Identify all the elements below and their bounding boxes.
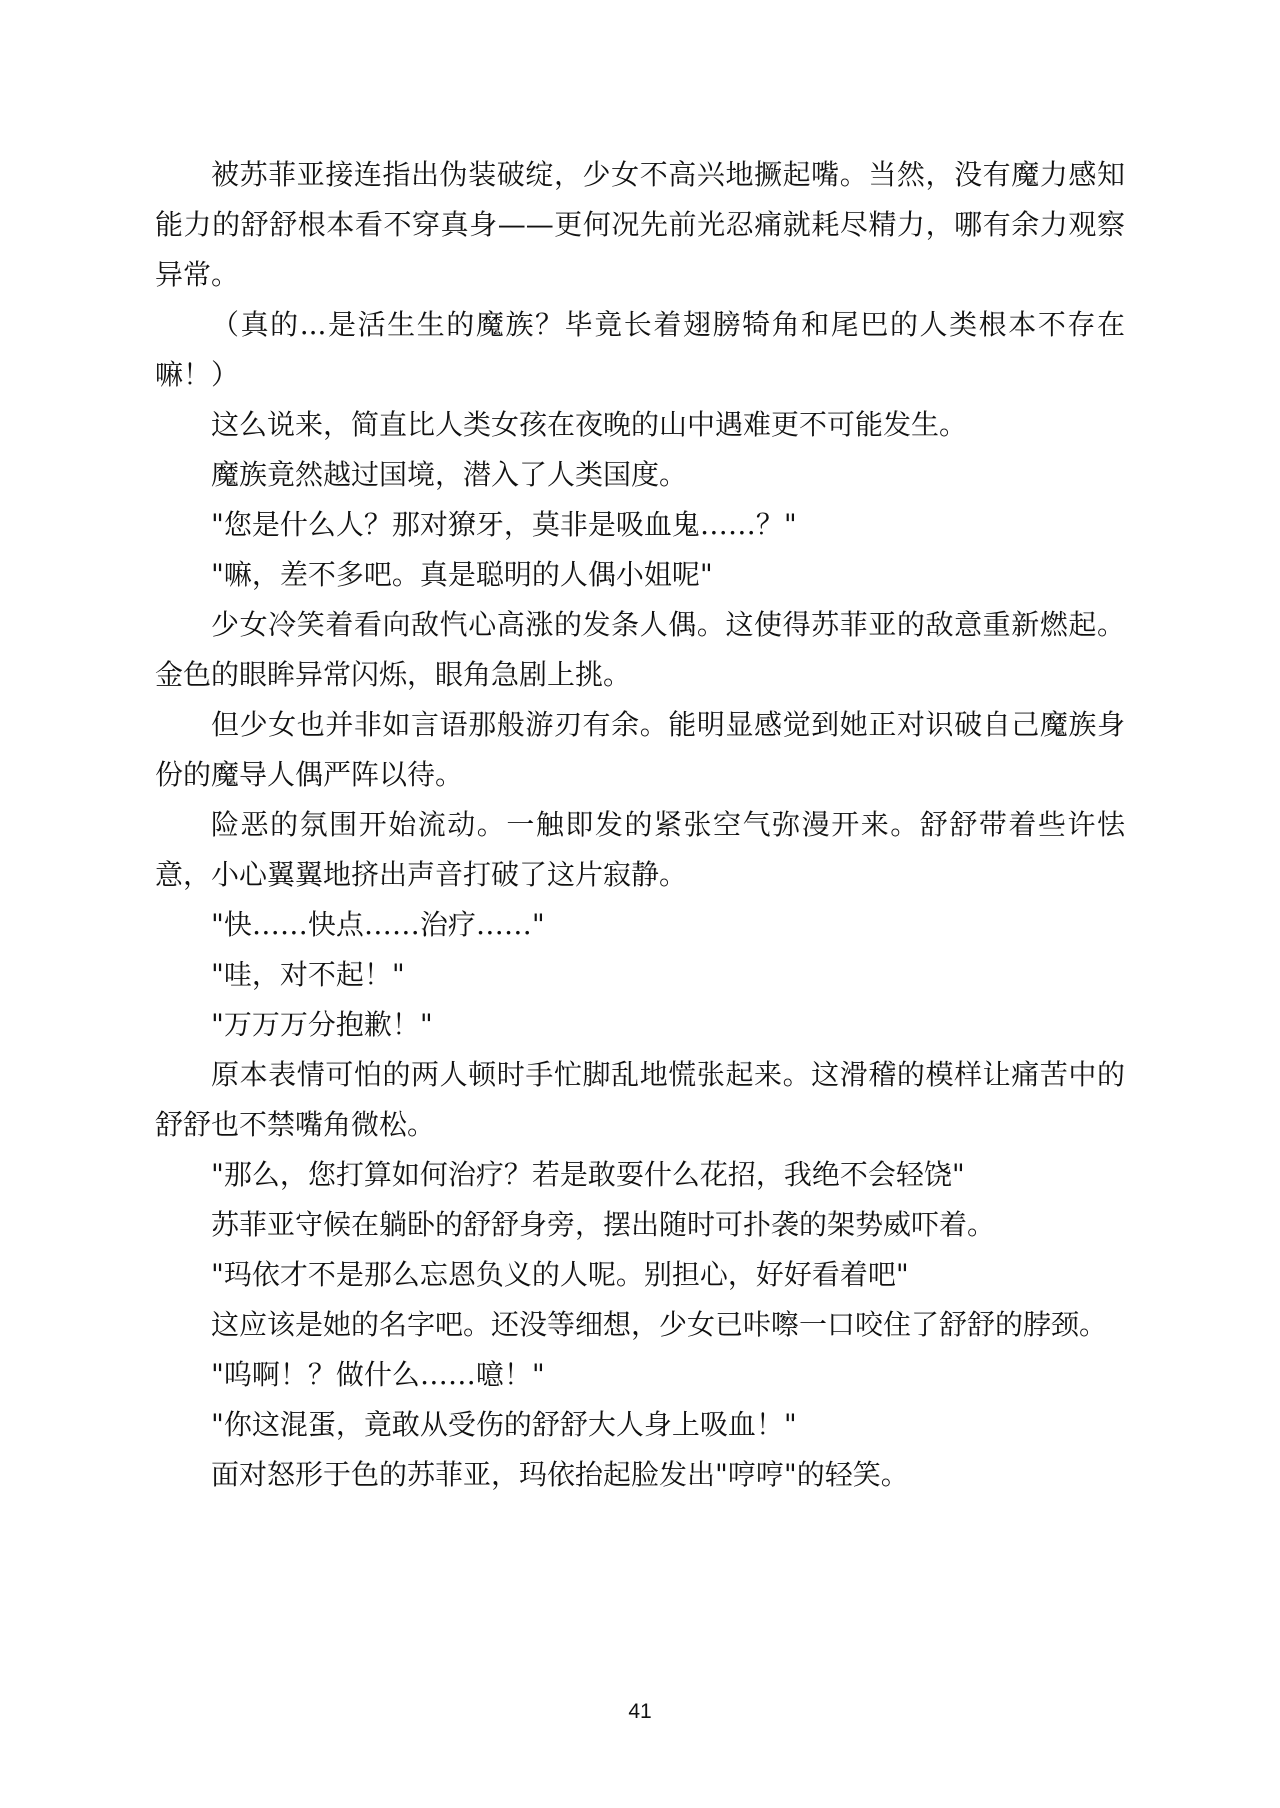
paragraph: "快……快点……治疗……"	[211, 908, 545, 941]
paragraph: "万万万分抱歉！"	[211, 1008, 433, 1041]
paragraph: 魔族竟然越过国境，潜入了人类国度。	[211, 458, 688, 491]
paragraph: 少女冷笑着看向敌忾心高涨的发条人偶。这使得苏菲亚的敌意重新燃起。金色的眼眸异常闪烁，眼角急剧上挑。	[155, 608, 1125, 691]
paragraph: "玛依才不是那么忘恩负义的人呢。别担心，好好看着吧"	[211, 1258, 909, 1291]
paragraph: 这应该是她的名字吧。还没等细想，少女已咔嚓一口咬住了舒舒的脖颈。	[211, 1308, 1108, 1341]
paragraph: "那么，您打算如何治疗？若是敢耍什么花招，我绝不会轻饶"	[211, 1158, 965, 1191]
paragraph: "您是什么人？那对獠牙，莫非是吸血鬼……？"	[211, 508, 797, 541]
paragraph: 面对怒形于色的苏菲亚，玛依抬起脸发出"哼哼"的轻笑。	[211, 1458, 909, 1491]
paragraph: 险恶的氛围开始流动。一触即发的紧张空气弥漫开来。舒舒带着些许怯意，小心翼翼地挤出声音打破了这片寂静。	[155, 808, 1125, 891]
paragraph: "哇，对不起！"	[211, 958, 405, 991]
paragraph: "呜啊！？做什么……噫！"	[211, 1358, 545, 1391]
body-text	[155, 150, 1125, 1500]
paragraph: "你这混蛋，竟敢从受伤的舒舒大人身上吸血！"	[211, 1408, 797, 1441]
paragraph: 但少女也并非如言语那般游刃有余。能明显感觉到她正对识破自己魔族身份的魔导人偶严阵以待。	[155, 708, 1125, 791]
page-number: 41	[628, 1700, 652, 1723]
paragraph: 这么说来，简直比人类女孩在夜晚的山中遇难更不可能发生。	[211, 408, 968, 441]
paragraph: 原本表情可怕的两人顿时手忙脚乱地慌张起来。这滑稽的模样让痛苦中的舒舒也不禁嘴角微松。	[155, 1058, 1125, 1141]
paragraph: 被苏菲亚接连指出伪装破绽，少女不高兴地撅起嘴。当然，没有魔力感知能力的舒舒根本看不穿真身——更何况先前光忍痛就耗尽精力，哪有余力观察异常。	[155, 158, 1125, 291]
paragraph: "嘛，差不多吧。真是聪明的人偶小姐呢"	[211, 558, 713, 591]
paragraph: 苏菲亚守候在躺卧的舒舒身旁，摆出随时可扑袭的架势威吓着。	[211, 1208, 996, 1241]
paragraph: （真的...是活生生的魔族？毕竟长着翅膀犄角和尾巴的人类根本不存在嘛！）	[155, 308, 1125, 391]
